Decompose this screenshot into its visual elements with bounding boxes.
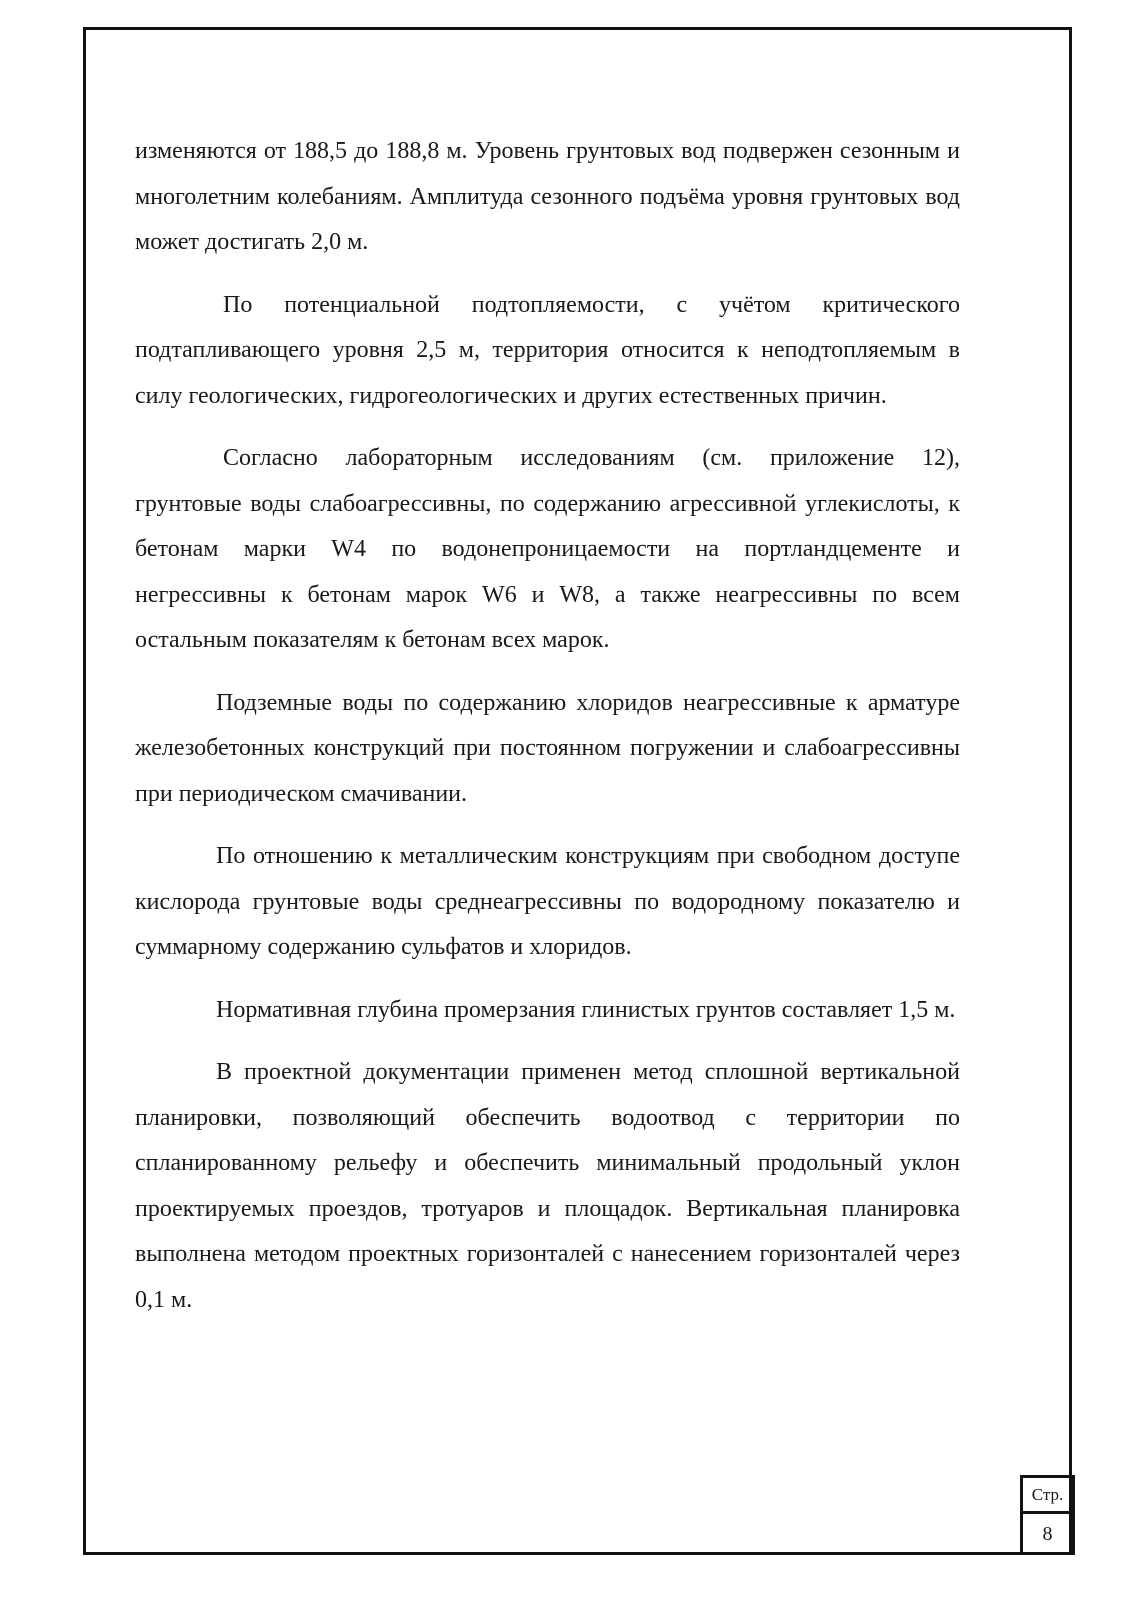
paragraph: Согласно лабораторным исследованиям (см. приложение 12), грунтовые воды слабоагрессивны, по содержанию агрессивной углекислоты, к бетонам марки W4 по водонепроницаемости на портландцементе и негрессивны к бетонам марок W6 и W8, а также неагрессивны по всем остальным показателям к бетонам всех марок.: [135, 445, 960, 653]
paragraph: изменяются от 188,5 до 188,8 м. Уровень грунтовых вод подвержен сезонным и многолетним колебаниям. Амплитуда сезонного подъёма уровня грунтовых вод может достигать 2,0 м.: [135, 138, 960, 255]
paragraph: Нормативная глубина промерзания глинистых грунтов составляет 1,5 м.: [216, 996, 956, 1023]
page-label: Стр.: [1023, 1478, 1072, 1514]
paragraph: По отношению к металлическим конструкциям при свободном доступе кислорода грунтовые воды среднеагрессивны по водородному показателю и суммарному содержанию сульфатов и хлоридов.: [135, 843, 960, 960]
document-body: [135, 129, 960, 1340]
paragraph: В проектной документации применен метод сплошной вертикальной планировки, позволяющий обеспечить водоотвод с территории по спланированному рельефу и обеспечить минимальный продольный уклон проектируемых проездов, тротуаров и площадок. Вертикальная планировка выполнена методом проектных горизонталей с нанесением горизонталей через 0,1 м.: [135, 1059, 960, 1313]
paragraph: По потенциальной подтопляемости, с учётом критического подтапливающего уровня 2,5 м, территория относится к неподтопляемым в силу геологических, гидрогеологических и других естественных причин.: [135, 291, 960, 409]
page-stamp: [1020, 1475, 1075, 1555]
page-number: 8: [1042, 1523, 1053, 1545]
paragraph: Подземные воды по содержанию хлоридов неагрессивные к арматуре железобетонных конструкций при постоянном погружении и слабоагрессивны при периодическом смачивании.: [135, 689, 960, 807]
